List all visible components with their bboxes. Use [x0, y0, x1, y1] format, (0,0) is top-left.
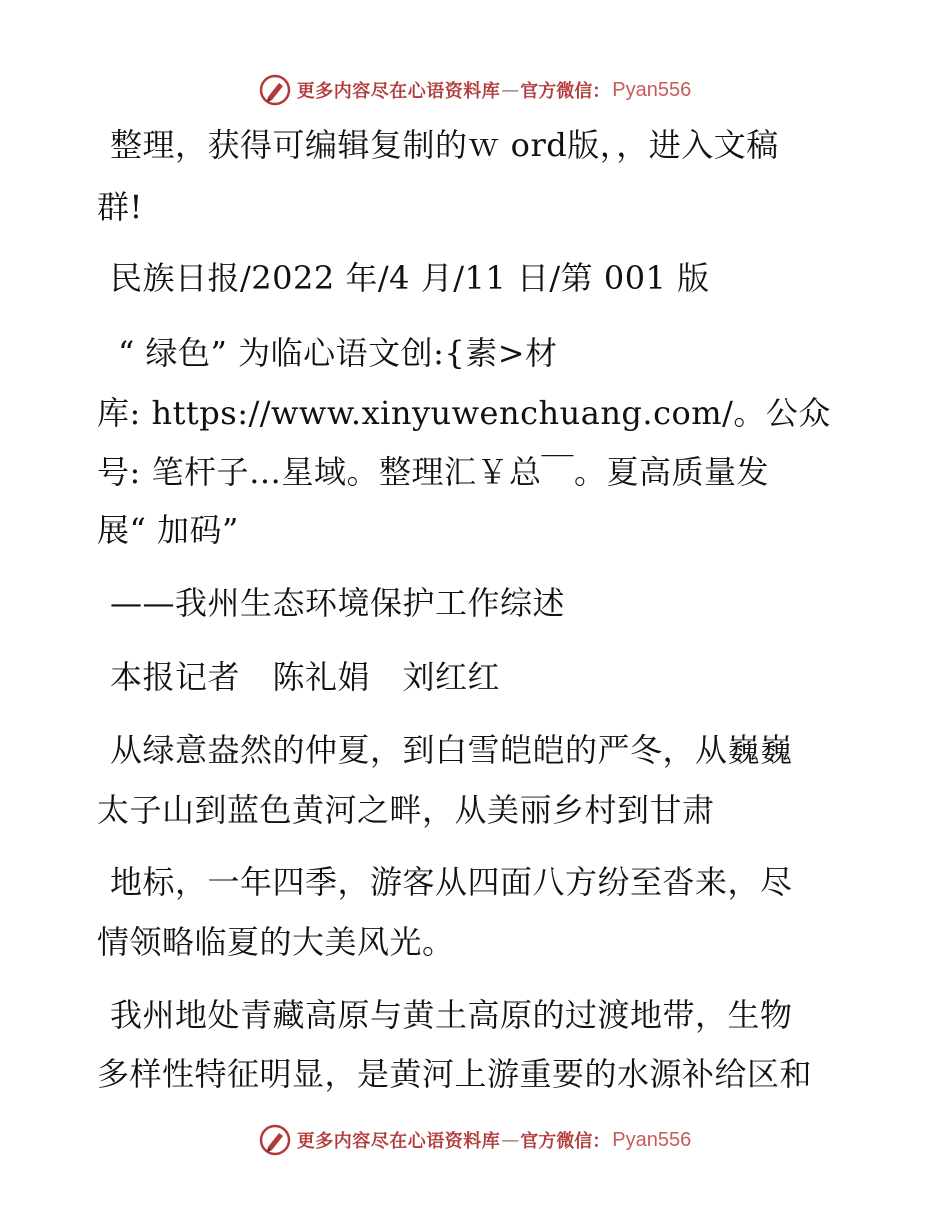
- watermark-header: [0, 70, 950, 110]
- text-line-8: ——我州生态环境保护工作综述: [110, 584, 566, 622]
- text-line-14: 我州地处青藏高原与黄土高原的过渡地带，生物: [110, 996, 793, 1034]
- text-line-4: “ 绿色” 为临心语文创:{素>材: [118, 334, 558, 372]
- text-line-7: 展“ 加码”: [97, 511, 239, 549]
- text-line-6: 号: 笔杆子…星域。整理汇￥总￣。夏高质量发: [97, 453, 769, 491]
- pen-seal-logo-icon: [259, 74, 291, 106]
- pen-seal-logo-icon: [259, 1124, 291, 1156]
- watermark-footer: [0, 1120, 950, 1160]
- text-line-1: 整理，获得可编辑复制的ｗ ord版，，进入文稿: [110, 126, 779, 164]
- watermark-text: 更多内容尽在心语资料库: [296, 1131, 501, 1152]
- watermark-wechat-id: Pyan556: [612, 1128, 692, 1151]
- watermark-text: 更多内容尽在心语资料库: [296, 81, 501, 102]
- text-line-11: 太子山到蓝色黄河之畔，从美丽乡村到甘肃: [97, 791, 715, 829]
- text-line-13: 情领略临夏的大美风光。: [97, 923, 455, 961]
- watermark-separator: —: [501, 79, 520, 101]
- watermark-official-label: 官方微信：: [520, 1131, 611, 1152]
- text-line-2: 群!: [97, 188, 143, 226]
- text-line-5: 库: https://www.xinyuwenchuang.com/。公众: [97, 394, 831, 432]
- watermark-official-label: 官方微信：: [520, 81, 611, 102]
- watermark-wechat-id: Pyan556: [612, 78, 692, 101]
- text-line-3: 民族日报/2022 年/4 月/11 日/第 001 版: [110, 259, 710, 297]
- text-line-15: 多样性特征明显，是黄河上游重要的水源补给区和: [97, 1055, 813, 1093]
- text-line-12: 地标，一年四季，游客从四面八方纷至沓来，尽: [110, 863, 793, 901]
- watermark-separator: —: [501, 1129, 520, 1151]
- text-line-9: 本报记者 陈礼娟 刘红红: [110, 658, 501, 696]
- text-line-10: 从绿意盎然的仲夏，到白雪皑皑的严冬，从巍巍: [110, 731, 793, 769]
